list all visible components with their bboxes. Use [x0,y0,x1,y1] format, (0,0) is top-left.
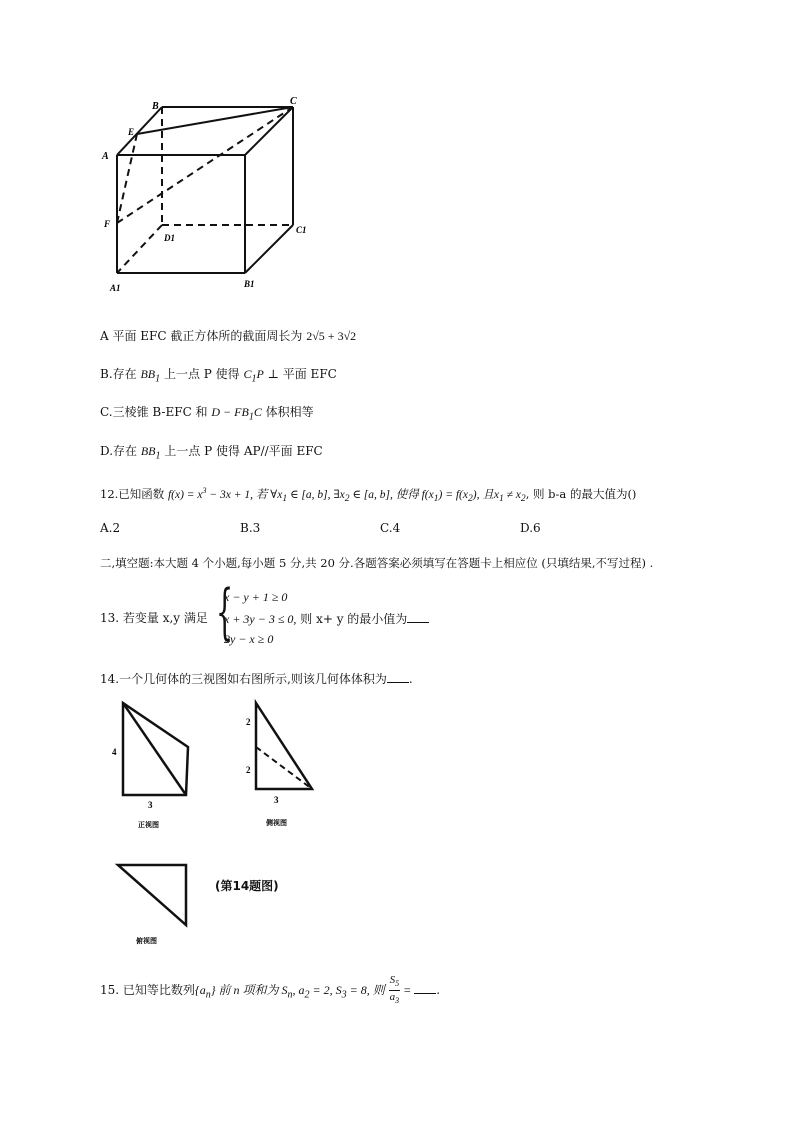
q13-prefix: 13. 若变量 x,y 满足 [100,611,208,625]
front-view-caption: 正视图 [138,821,159,829]
c1p-p: P [256,367,264,381]
q12-choice-d: D.6 [520,521,541,535]
option-b-prefix: B.存在 [100,367,141,381]
label-a: A [102,151,109,162]
side-h1-label: 2 [246,717,251,727]
q12-sub5: 1 [498,493,504,505]
q13-ineq-2: x + 3y − 3 ≤ 0, [224,612,297,626]
q13-brace: { [216,577,234,647]
q12-text-g: ≠ x [503,488,521,501]
option-c-suffix: 体积相等 [261,405,314,419]
q12-exp: 3 [202,486,207,495]
c1p-sub: 1 [251,373,257,385]
top-view-figure [108,855,198,950]
label-a1: A1 [110,283,121,293]
segment-c1p [243,367,264,385]
q12-text-c: ∈ [a, b], ∃x [287,488,345,501]
q12-fx: f(x) = x [167,488,203,501]
q15-cond2: = 8, 则 [346,983,385,998]
q14-figure-caption: (第14题图) [215,879,279,893]
q15-cond1: , a [292,983,305,998]
q15-eq: = [400,983,415,998]
front-width-label: 3 [148,800,153,810]
pyramid-sub: 1 [248,411,254,423]
segment-bb-d-sub: 1 [155,450,161,462]
segment-bb-d-text: BB [140,444,156,458]
q15-seq-end: } [210,983,216,998]
segment-bb1 [140,367,161,385]
option-b [100,366,337,387]
q12-function [167,486,251,501]
label-b1: B1 [244,279,255,289]
option-d [100,443,323,464]
side-h2-label: 2 [246,765,251,775]
q12-sub6: 2 [520,493,526,505]
top-view-caption: 俯视图 [136,937,157,945]
option-b-middle: 上一点 P 使得 [160,367,244,381]
label-e: E [128,127,135,137]
q15-frac-num [389,974,401,991]
q15-mid: 前 n 项和为 S [215,983,288,998]
front-height-label: 4 [112,747,117,757]
q15-sequence [194,983,216,1001]
q15-frac-num-s: S [389,974,396,986]
option-a-text: A 平面 EFC 截正方体所的截面周长为 [100,329,303,343]
option-b-suffix: ⊥ 平面 EFC [263,367,337,381]
label-c: C [290,96,297,107]
q14-text: 14.一个几何体的三视图如右图所示,则该几何体体积为 [100,672,387,686]
option-a [100,328,356,344]
q12-text-h: , 则 b-a 的最大值为() [525,486,637,501]
option-d-prefix: D.存在 [100,444,141,458]
q15-frac-num-sub: 5 [395,979,400,989]
q13-ineq-2-row [224,610,429,627]
q15-frac-den [389,991,401,1007]
section-2-header: 二,填空题:本大题 4 个小题,每小题 5 分,共 20 分.各题答案必须填写在答题卡上相应位 (只填结果,不写过程) . [100,556,654,570]
segment-bb-sub: 1 [155,373,161,385]
option-c [100,404,314,425]
q13-ineq-1: x − y + 1 ≥ 0 [224,590,288,604]
q15-s-sub: n [287,989,293,1001]
q15-cond1b: = 2, S [309,983,342,998]
q13-ineq-3: 2y − x ≥ 0 [224,632,274,646]
pyramid-formula: D − FB [211,405,249,419]
cube-figure [100,95,315,295]
q15-answer-blank [414,981,436,994]
front-view-figure [108,697,203,832]
pyramid-d-fb1c [211,405,262,423]
option-d-suffix: 上一点 P 使得 AP//平面 EFC [160,444,323,458]
q12-choice-a: A.2 [100,521,121,535]
side-view-caption: 侧视图 [266,819,287,827]
q15-seq-sub: n [205,989,211,1001]
q15-a2-sub: 2 [304,989,310,1001]
q12-text-d: ∈ [a, b], 使得 f(x [349,488,434,501]
q14-answer-blank [387,670,409,683]
q12-sub1: 1 [282,493,288,505]
q14-end: . [408,672,413,686]
q13-answer-blank [407,610,429,623]
segment-bb1-d [140,444,161,462]
q12-sub3: 1 [433,493,439,505]
q15-fraction [389,974,401,1007]
q15-prefix: 15. 已知等比数列 [100,983,195,998]
q13-question: 则 x+ y 的最小值为 [296,612,408,626]
question-15 [100,974,440,1007]
segment-bb-text: BB [140,367,156,381]
q12-sub2: 2 [344,493,350,505]
q15-s3-sub: 3 [341,989,347,1001]
question-12 [100,483,636,507]
side-width-label: 3 [274,795,279,805]
q12-choice-b: B.3 [240,521,261,535]
q12-sub4: 2 [467,493,473,505]
pyramid-end: C [253,405,262,419]
q15-frac-den-sub: 3 [395,996,400,1006]
label-d1: D1 [164,233,175,243]
q15-seq: {a [194,983,206,998]
option-c-prefix: C.三棱锥 B-EFC 和 [100,405,212,419]
option-a-formula: 2√5 + 3√2 [306,329,357,343]
c1p-c: C [243,367,252,381]
q12-choice-c: C.4 [380,521,401,535]
q12-text-a: 12.已知函数 [100,486,168,501]
side-view-figure [240,697,325,832]
question-14 [100,670,413,687]
q15-end: . [436,983,441,998]
q15-frac-den-a: a [389,991,396,1004]
q12-text-e: ) = f(x [438,488,468,501]
label-b: B [152,101,159,112]
label-c1: C1 [296,225,307,235]
q12-text-f: ), 且x [472,488,499,501]
q12-text-b: , 若 ∀x [250,488,283,501]
q12-fx-rest: − 3x + 1 [206,488,251,501]
label-f: F [104,219,111,229]
